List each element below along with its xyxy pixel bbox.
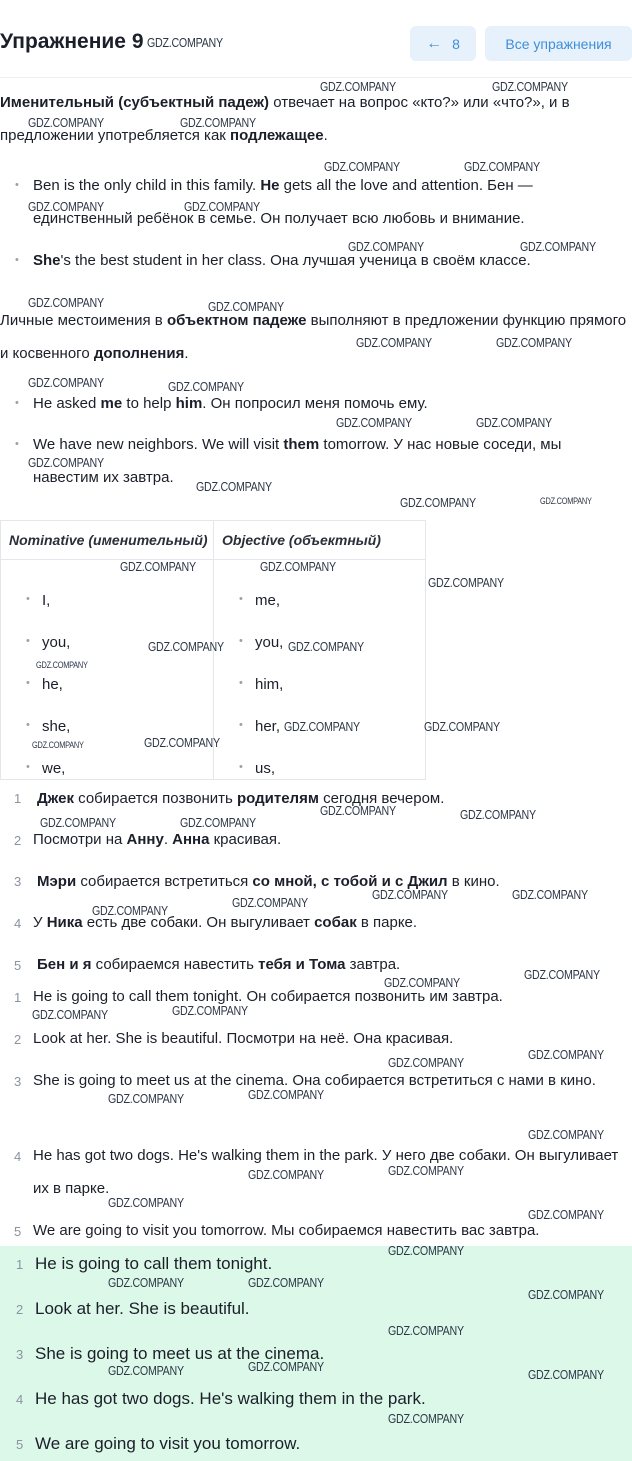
task-text: У xyxy=(33,914,47,931)
watermark: GDZ.COMPANY xyxy=(288,639,364,654)
watermark: GDZ.COMPANY xyxy=(424,719,500,734)
watermark: GDZ.COMPANY xyxy=(28,115,104,130)
watermark: GDZ.COMPANY xyxy=(168,379,244,394)
task-text: Посмотри на xyxy=(33,831,127,848)
watermark: GDZ.COMPANY xyxy=(120,559,196,574)
task-text: завтра. xyxy=(345,956,401,973)
watermark: GDZ.COMPANY xyxy=(144,735,220,750)
previous-exercise-label: 8 xyxy=(452,35,460,52)
task-text: сегодня вечером. xyxy=(318,790,445,807)
arrow-left-icon: ← xyxy=(426,34,443,52)
watermark: GDZ.COMPANY xyxy=(108,1275,184,1290)
list-number: 1 xyxy=(14,990,22,1005)
watermark: GDZ.COMPANY xyxy=(28,375,104,390)
answer-sentence: She is going to meet us at the cinema. Она собирается встретиться с нами в кино. xyxy=(33,1072,596,1089)
final-answer: We are going to visit you tomorrow. xyxy=(35,1434,301,1453)
final-answer: He has got two dogs. He's walking them in the park. xyxy=(35,1389,426,1408)
example-text: . Он попросил меня помочь ему. xyxy=(202,395,428,412)
theory-example xyxy=(33,428,631,494)
task-sentence xyxy=(33,823,631,856)
theory-term: объектном падеже xyxy=(166,312,307,329)
watermark: GDZ.COMPANY xyxy=(92,903,168,918)
theory-text: Личные местоимения в xyxy=(0,312,167,329)
task-text: собираемся навестить xyxy=(91,956,259,973)
watermark: GDZ.COMPANY xyxy=(184,199,260,214)
watermark: GDZ.COMPANY xyxy=(147,35,223,50)
table-cell-objective: • him, xyxy=(255,676,283,693)
task-text: в парке. xyxy=(356,914,418,931)
watermark: GDZ.COMPANY xyxy=(28,199,104,214)
watermark: GDZ.COMPANY xyxy=(388,1243,464,1258)
answer-sentence: He has got two dogs. He's walking them in the park. У него две собаки. Он выгуливает их в парке. xyxy=(33,1147,619,1197)
watermark: GDZ.COMPANY xyxy=(180,815,256,830)
watermark: GDZ.COMPANY xyxy=(356,335,432,350)
task-highlight: Мэри xyxy=(37,873,77,890)
theory-example xyxy=(33,169,631,235)
task-text: есть две собаки. Он выгуливает xyxy=(82,914,315,931)
task-text: собирается встретиться xyxy=(76,873,253,890)
final-answer: He is going to call them tonight. xyxy=(35,1254,273,1273)
answer-sentence: Look at her. She is beautiful. Посмотри на неё. Она красивая. xyxy=(33,1030,454,1047)
watermark: GDZ.COMPANY xyxy=(388,1055,464,1070)
table-cell-nominative: • she, xyxy=(42,718,70,735)
answer-sentence: We are going to visit you tomorrow. Мы собираемся навестить вас завтра. xyxy=(33,1222,540,1239)
example-pronoun: them xyxy=(283,436,320,453)
list-number: 3 xyxy=(16,1347,24,1362)
watermark: GDZ.COMPANY xyxy=(400,495,476,510)
theory-term: подлежащее xyxy=(230,127,324,144)
theory-text: . xyxy=(323,127,328,144)
watermark: GDZ.COMPANY xyxy=(28,295,104,310)
watermark: GDZ.COMPANY xyxy=(232,895,308,910)
watermark: GDZ.COMPANY xyxy=(476,415,552,430)
answer-sentence: He is going to call them tonight. Он собирается позвонить им завтра. xyxy=(33,988,503,1005)
task-highlight: Джек xyxy=(37,790,74,807)
watermark: GDZ.COMPANY xyxy=(36,660,88,670)
list-number: 4 xyxy=(14,1149,22,1164)
watermark: GDZ.COMPANY xyxy=(248,1087,324,1102)
list-number: 5 xyxy=(14,958,22,973)
all-exercises-button[interactable]: Все упражнения xyxy=(485,26,632,61)
table-cell-nominative: • you, xyxy=(42,634,70,651)
task-text: красивая. xyxy=(209,831,282,848)
list-number: 1 xyxy=(16,1257,24,1272)
list-number: 3 xyxy=(14,874,22,889)
theory-term: Именительный (субъектный падеж) xyxy=(0,94,270,111)
list-number: 1 xyxy=(14,791,22,806)
watermark: GDZ.COMPANY xyxy=(32,740,84,750)
list-number: 4 xyxy=(14,916,22,931)
list-number: 2 xyxy=(14,1032,22,1047)
watermark: GDZ.COMPANY xyxy=(528,1047,604,1062)
watermark: GDZ.COMPANY xyxy=(528,1287,604,1302)
watermark: GDZ.COMPANY xyxy=(108,1195,184,1210)
final-answer: Look at her. She is beautiful. xyxy=(35,1299,250,1318)
watermark: GDZ.COMPANY xyxy=(108,1363,184,1378)
watermark: GDZ.COMPANY xyxy=(248,1167,324,1182)
watermark: GDZ.COMPANY xyxy=(528,1207,604,1222)
watermark: GDZ.COMPANY xyxy=(248,1275,324,1290)
watermark: GDZ.COMPANY xyxy=(460,807,536,822)
watermark: GDZ.COMPANY xyxy=(148,639,224,654)
list-number: 3 xyxy=(14,1074,22,1089)
watermark: GDZ.COMPANY xyxy=(324,159,400,174)
task-text: собирается позвонить xyxy=(73,790,237,807)
theory-term: дополнения xyxy=(93,345,185,362)
watermark: GDZ.COMPANY xyxy=(108,1091,184,1106)
watermark: GDZ.COMPANY xyxy=(28,455,104,470)
watermark: GDZ.COMPANY xyxy=(208,299,284,314)
watermark: GDZ.COMPANY xyxy=(428,575,504,590)
task-highlight: со мной, с тобой и с Джил xyxy=(252,873,448,890)
list-number: 5 xyxy=(14,1224,22,1239)
watermark: GDZ.COMPANY xyxy=(388,1411,464,1426)
watermark: GDZ.COMPANY xyxy=(540,496,592,506)
example-text: We have new neighbors. We will visit xyxy=(33,436,284,453)
watermark: GDZ.COMPANY xyxy=(196,479,272,494)
example-text: tomorrow. У нас новые соседи, мы навестим их завтра. xyxy=(33,436,562,486)
watermark: GDZ.COMPANY xyxy=(260,559,336,574)
example-text: 's the best student in her class. Она лучшая ученица в своём классе. xyxy=(60,252,531,269)
watermark: GDZ.COMPANY xyxy=(336,415,412,430)
watermark: GDZ.COMPANY xyxy=(520,239,596,254)
watermark: GDZ.COMPANY xyxy=(496,335,572,350)
theory-text: отвечает на вопрос «кто?» или «что?», и в предложении употребляется как xyxy=(0,94,570,144)
header-divider xyxy=(0,77,632,78)
table-cell-nominative: • I, xyxy=(42,592,50,609)
example-text: He asked xyxy=(33,395,101,412)
task-highlight: Анна xyxy=(172,831,210,848)
watermark: GDZ.COMPANY xyxy=(320,79,396,94)
task-highlight: собак xyxy=(314,914,357,931)
list-number: 4 xyxy=(16,1392,24,1407)
watermark: GDZ.COMPANY xyxy=(172,1003,248,1018)
example-pronoun: me xyxy=(100,395,123,412)
watermark: GDZ.COMPANY xyxy=(248,1359,324,1374)
task-text: в кино. xyxy=(447,873,500,890)
list-number: 2 xyxy=(14,833,22,848)
table-cell-objective: • you, xyxy=(255,634,283,651)
task-text: . xyxy=(163,831,173,848)
example-pronoun: him xyxy=(175,395,203,412)
example-text: to help xyxy=(122,395,176,412)
watermark: GDZ.COMPANY xyxy=(384,975,460,990)
watermark: GDZ.COMPANY xyxy=(320,803,396,818)
watermark: GDZ.COMPANY xyxy=(528,1127,604,1142)
table-header-objective: Objective (объектный) xyxy=(222,532,381,548)
watermark: GDZ.COMPANY xyxy=(348,239,424,254)
table-cell-objective: • her, xyxy=(255,718,280,735)
theory-text: выполняют в предложении функцию прямого и косвенного xyxy=(0,312,627,362)
previous-exercise-button[interactable] xyxy=(410,26,476,61)
theory-text: . xyxy=(184,345,189,362)
task-highlight: тебя и Тома xyxy=(258,956,346,973)
page-title: Упражнение 9 xyxy=(0,30,144,53)
watermark: GDZ.COMPANY xyxy=(464,159,540,174)
example-text: Ben is the only child in this family. xyxy=(33,177,261,194)
task-highlight: Ника xyxy=(46,914,83,931)
table-cell-nominative: • he, xyxy=(42,676,63,693)
task-highlight: Бен и я xyxy=(37,956,92,973)
table-cell-nominative: • we, xyxy=(42,760,65,777)
example-pronoun: She xyxy=(33,252,61,269)
list-number: 5 xyxy=(16,1437,24,1452)
watermark: GDZ.COMPANY xyxy=(40,815,116,830)
final-answer: She is going to meet us at the cinema. xyxy=(35,1344,325,1363)
task-highlight: Анну xyxy=(126,831,164,848)
task-highlight: родителям xyxy=(237,790,319,807)
watermark: GDZ.COMPANY xyxy=(180,115,256,130)
watermark: GDZ.COMPANY xyxy=(284,719,360,734)
table-cell-objective: • me, xyxy=(255,592,280,609)
watermark: GDZ.COMPANY xyxy=(388,1323,464,1338)
list-number: 2 xyxy=(16,1302,24,1317)
table-cell-objective: • us, xyxy=(255,760,275,777)
example-text: gets all the love and attention. Бен — единственный ребёнок в семье. Он получает всю любовь и внимание. xyxy=(33,177,533,227)
watermark: GDZ.COMPANY xyxy=(512,887,588,902)
table-header-nominative: Nominative (именительный) xyxy=(9,532,208,548)
watermark: GDZ.COMPANY xyxy=(492,79,568,94)
watermark: GDZ.COMPANY xyxy=(524,967,600,982)
watermark: GDZ.COMPANY xyxy=(388,1163,464,1178)
watermark: GDZ.COMPANY xyxy=(528,1367,604,1382)
example-pronoun: He xyxy=(260,177,280,194)
watermark: GDZ.COMPANY xyxy=(32,1007,108,1022)
watermark: GDZ.COMPANY xyxy=(372,887,448,902)
